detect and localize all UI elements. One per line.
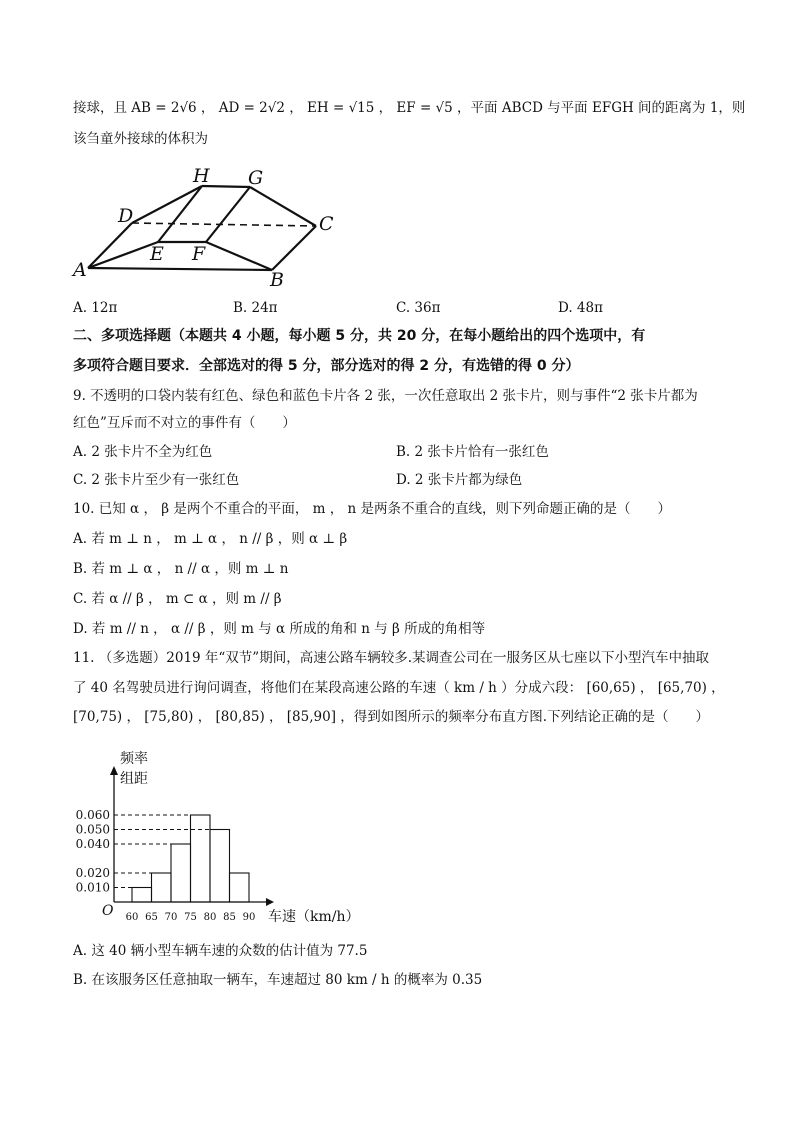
q11-stem-line3: [70,75) ， [75,80) ， [80,85) ， [85,90] ，得到如图所示的频率分布直方图.下列结论正确的是（ ） bbox=[73, 709, 710, 725]
q10-option-c[interactable]: C. 若 α // β ， m ⊂ α ，则 m // β bbox=[73, 591, 282, 607]
hist-bar bbox=[152, 873, 172, 902]
hist-x-tick-label: 75 bbox=[184, 912, 197, 923]
frustum-figure bbox=[70, 162, 350, 290]
label-A: A bbox=[73, 259, 87, 281]
section2-heading-line1: 二、多项选择题（本题共 4 小题，每小题 5 分，共 20 分，在每小题给出的四个选项中，有 bbox=[73, 328, 646, 344]
hist-x-tick-label: 60 bbox=[125, 912, 139, 923]
hist-ylabel-top: 频率 bbox=[120, 751, 148, 767]
label-E: E bbox=[150, 243, 164, 265]
section2-heading-line2: 多项符合题目要求．全部选对的得 5 分，部分选对的得 2 分，有选错的得 0 分） bbox=[73, 358, 580, 374]
hist-x-tick-label: 80 bbox=[203, 912, 217, 923]
hist-y-tick-label: 0.060 bbox=[75, 808, 110, 822]
hist-origin: O bbox=[102, 903, 114, 919]
hist-xlabel: 车速（km/h） bbox=[268, 909, 360, 925]
hist-bar bbox=[230, 873, 250, 902]
hist-bar bbox=[210, 830, 230, 903]
q11-option-b[interactable]: B. 在该服务区任意抽取一辆车，车速超过 80 km / h 的概率为 0.35 bbox=[73, 972, 483, 988]
hist-y-tick-label: 0.010 bbox=[75, 880, 110, 895]
hist-bar bbox=[171, 844, 191, 902]
label-H: H bbox=[193, 165, 210, 187]
hist-y-tick-label: 0.020 bbox=[75, 866, 110, 880]
q8-option-a[interactable]: A. 12π bbox=[73, 300, 118, 316]
q9-stem-line1: 9. 不透明的口袋内装有红色、绿色和蓝色卡片各 2 张，一次任意取出 2 张卡片，则与事件“2 张卡片都为 bbox=[73, 388, 698, 404]
q9-option-d[interactable]: D. 2 张卡片都为绿色 bbox=[396, 472, 523, 488]
q9-stem-line2: 红色”互斥而不对立的事件有（ ） bbox=[73, 415, 296, 431]
hist-x-tick-label: 70 bbox=[164, 912, 178, 923]
label-D: D bbox=[118, 205, 134, 227]
hist-ylabel-bottom: 组距 bbox=[120, 771, 148, 787]
q9-option-a[interactable]: A. 2 张卡片不全为红色 bbox=[73, 444, 213, 460]
hist-x-tick-label: 85 bbox=[223, 912, 236, 923]
q10-option-d[interactable]: D. 若 m // n ， α // β ，则 m 与 α 所成的角和 n 与 β 所成的角相等 bbox=[73, 621, 486, 637]
label-C: C bbox=[319, 213, 334, 235]
q9-option-c[interactable]: C. 2 张卡片至少有一张红色 bbox=[73, 472, 240, 488]
q10-stem: 10. 已知 α ， β 是两个不重合的平面， m ， n 是两条不重合的直线，则下列命题正确的是（ ） bbox=[73, 501, 672, 517]
hist-y-tick-label: 0.050 bbox=[75, 822, 110, 837]
hist-y-tick-label: 0.040 bbox=[75, 837, 110, 851]
hist-bar bbox=[191, 815, 211, 902]
q11-option-a[interactable]: A. 这 40 辆小型车辆车速的众数的估计值为 77.5 bbox=[73, 943, 368, 959]
q9-option-b[interactable]: B. 2 张卡片恰有一张红色 bbox=[396, 444, 549, 460]
q11-stem-line2: 了 40 名驾驶员进行询问调查，将他们在某段高速公路的车速（ km / h ）分成六段： [60,65) ， [65,70) ， bbox=[73, 680, 725, 696]
q8-option-c[interactable]: C. 36π bbox=[396, 300, 441, 316]
hist-y-axis-arrow bbox=[110, 766, 118, 775]
label-B: B bbox=[270, 269, 284, 290]
frequency-histogram bbox=[70, 745, 370, 930]
hist-x-tick-label: 65 bbox=[145, 912, 158, 923]
q8-stem-line1: 接球，且 AB = 2√6 ， AD = 2√2 ， EH = √15 ， EF = √5 ，平面 ABCD 与平面 EFGH 间的距离为 1，则 bbox=[73, 100, 746, 116]
q8-option-d[interactable]: D. 48π bbox=[558, 300, 603, 316]
q10-option-b[interactable]: B. 若 m ⊥ α ， n // α ，则 m ⊥ n bbox=[73, 561, 289, 577]
q8-stem-line2: 该刍童外接球的体积为 bbox=[73, 131, 208, 147]
q8-option-b[interactable]: B. 24π bbox=[233, 300, 278, 316]
label-F: F bbox=[192, 243, 206, 265]
hist-bar bbox=[132, 888, 152, 903]
hist-x-tick-label: 90 bbox=[242, 912, 256, 923]
label-G: G bbox=[248, 167, 264, 189]
q11-stem-line1: 11. （多选题）2019 年“双节”期间，高速公路车辆较多.某调查公司在一服务区从七座以下小型汽车中抽取 bbox=[73, 650, 710, 666]
q10-option-a[interactable]: A. 若 m ⊥ n ， m ⊥ α ， n // β ，则 α ⊥ β bbox=[73, 531, 348, 547]
hist-x-axis-arrow bbox=[266, 898, 274, 906]
